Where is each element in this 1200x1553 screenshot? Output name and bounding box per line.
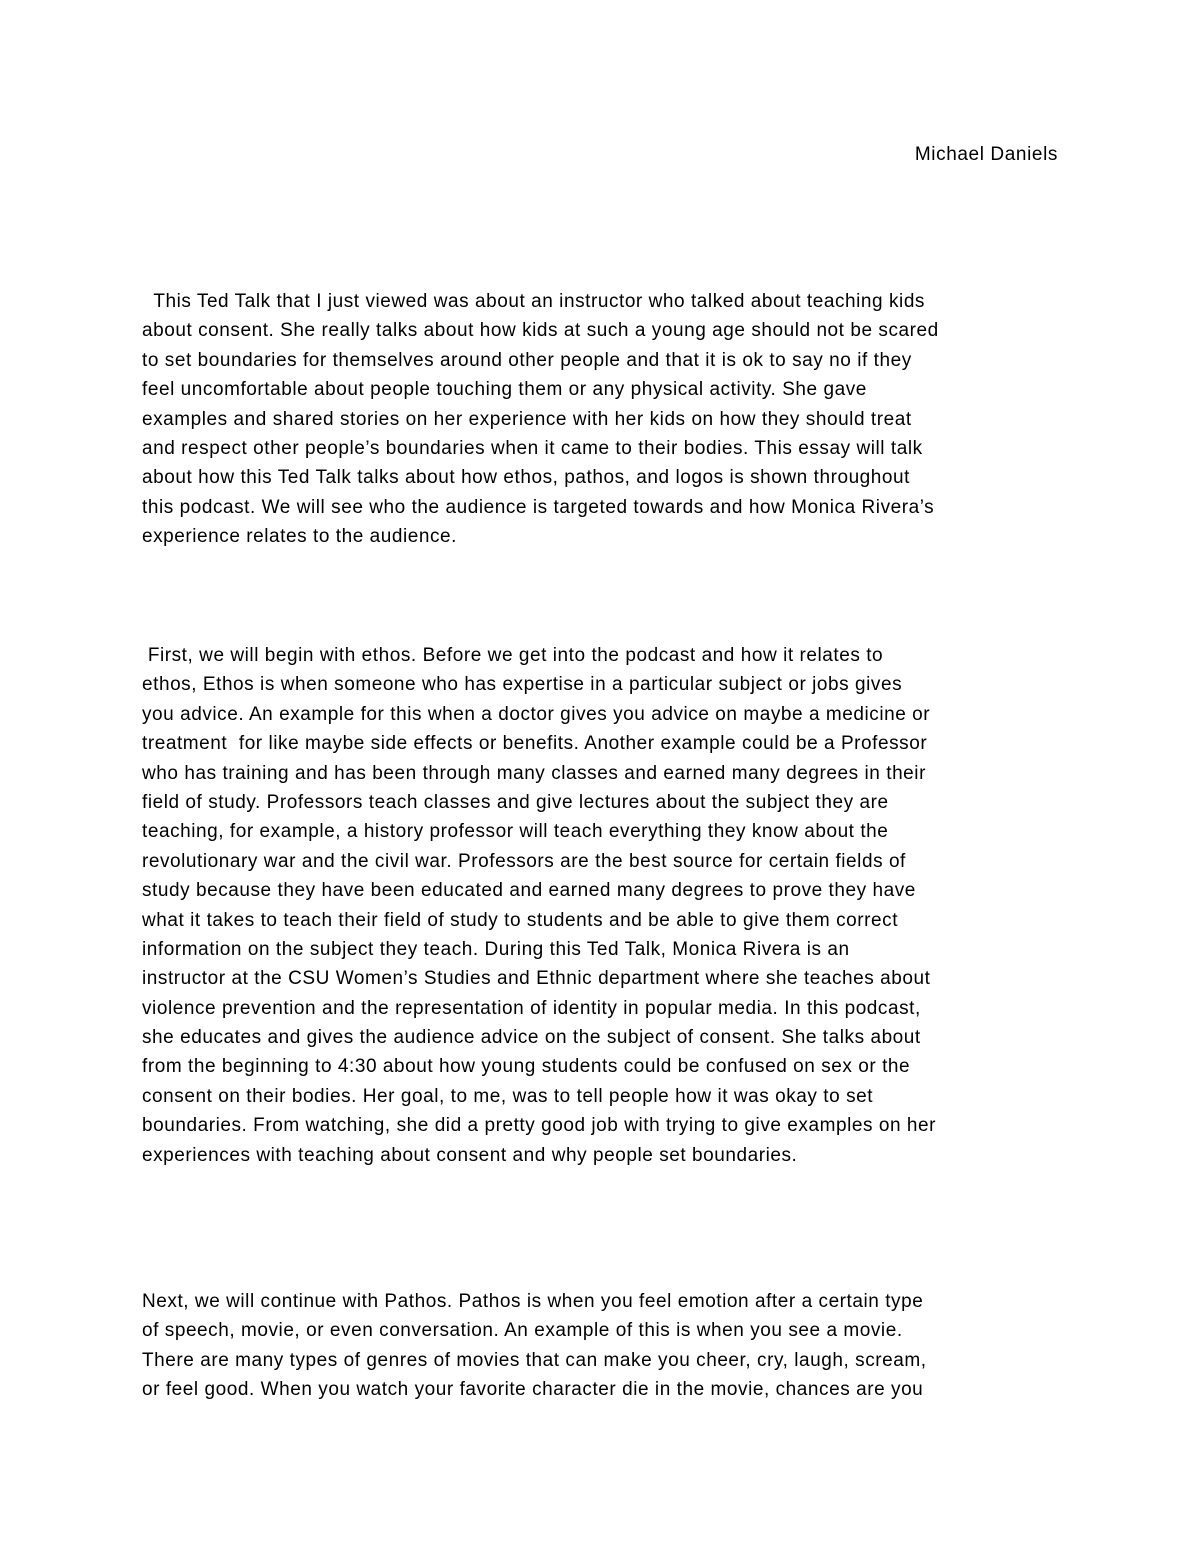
text-line: This Ted Talk that I just viewed was about an instructor who talked about teaching kids bbox=[142, 291, 925, 312]
text-line: who has training and has been through many classes and earned many degrees in their bbox=[142, 762, 926, 784]
text-line: First, we will begin with ethos. Before we get into the podcast and how it relates to bbox=[142, 645, 884, 666]
paragraph-introduction bbox=[142, 287, 1062, 552]
text-line: feel uncomfortable about people touching them or any physical activity. She gave bbox=[142, 379, 867, 401]
text-line: of speech, movie, or even conversation. An example of this is when you see a movie. bbox=[142, 1320, 903, 1342]
text-line: study because they have been educated and earned many degrees to prove they have bbox=[142, 880, 916, 902]
paragraph-ethos bbox=[142, 641, 1062, 1170]
text-line: information on the subject they teach. During this Ted Talk, Monica Rivera is an bbox=[142, 938, 850, 960]
text-line: or feel good. When you watch your favorite character die in the movie, chances are you bbox=[142, 1379, 924, 1401]
text-line: to set boundaries for themselves around other people and that it is ok to say no if they bbox=[142, 349, 912, 371]
paragraph-pathos bbox=[142, 1287, 1062, 1405]
text-line: experience relates to the audience. bbox=[142, 526, 458, 548]
text-line: examples and shared stories on her experience with her kids on how they should treat bbox=[142, 408, 912, 430]
text-line: instructor at the CSU Women’s Studies and Ethnic department where she teaches about bbox=[142, 968, 931, 990]
text-line: boundaries. From watching, she did a pretty good job with trying to give examples on her bbox=[142, 1115, 937, 1137]
text-line: consent on their bodies. Her goal, to me, was to tell people how it was okay to set bbox=[142, 1085, 874, 1107]
text-line: revolutionary war and the civil war. Professors are the best source for certain fields of bbox=[142, 850, 906, 872]
text-line: you advice. An example for this when a doctor gives you advice on maybe a medicine or bbox=[142, 703, 931, 725]
text-line: treatment for like maybe side effects or benefits. Another example could be a Professor bbox=[142, 733, 928, 755]
text-line: what it takes to teach their field of study to students and be able to give them correct bbox=[142, 909, 899, 931]
text-line: There are many types of genres of movies that can make you cheer, cry, laugh, scream, bbox=[142, 1349, 927, 1371]
author-name: Michael Daniels bbox=[914, 144, 1058, 165]
text-line: teaching, for example, a history professor will teach everything they know about the bbox=[142, 821, 889, 843]
text-line: experiences with teaching about consent and why people set boundaries. bbox=[142, 1144, 798, 1166]
text-line: this podcast. We will see who the audience is targeted towards and how Monica Rivera’s bbox=[142, 496, 935, 518]
text-line: Next, we will continue with Pathos. Pathos is when you feel emotion after a certain type bbox=[142, 1291, 924, 1312]
text-line: violence prevention and the representation of identity in popular media. In this podcast, bbox=[142, 997, 921, 1019]
text-line: about how this Ted Talk talks about how ethos, pathos, and logos is shown throughout bbox=[142, 467, 910, 489]
text-line: ethos, Ethos is when someone who has expertise in a particular subject or jobs gives bbox=[142, 674, 903, 696]
text-line: field of study. Professors teach classes and give lectures about the subject they are bbox=[142, 791, 889, 813]
text-line: about consent. She really talks about how kids at such a young age should not be scared bbox=[142, 320, 939, 342]
text-line: and respect other people’s boundaries when it came to their bodies. This essay will talk bbox=[142, 437, 923, 459]
text-line: she educates and gives the audience advice on the subject of consent. She talks about bbox=[142, 1027, 921, 1049]
text-line: from the beginning to 4:30 about how young students could be confused on sex or the bbox=[142, 1056, 911, 1078]
